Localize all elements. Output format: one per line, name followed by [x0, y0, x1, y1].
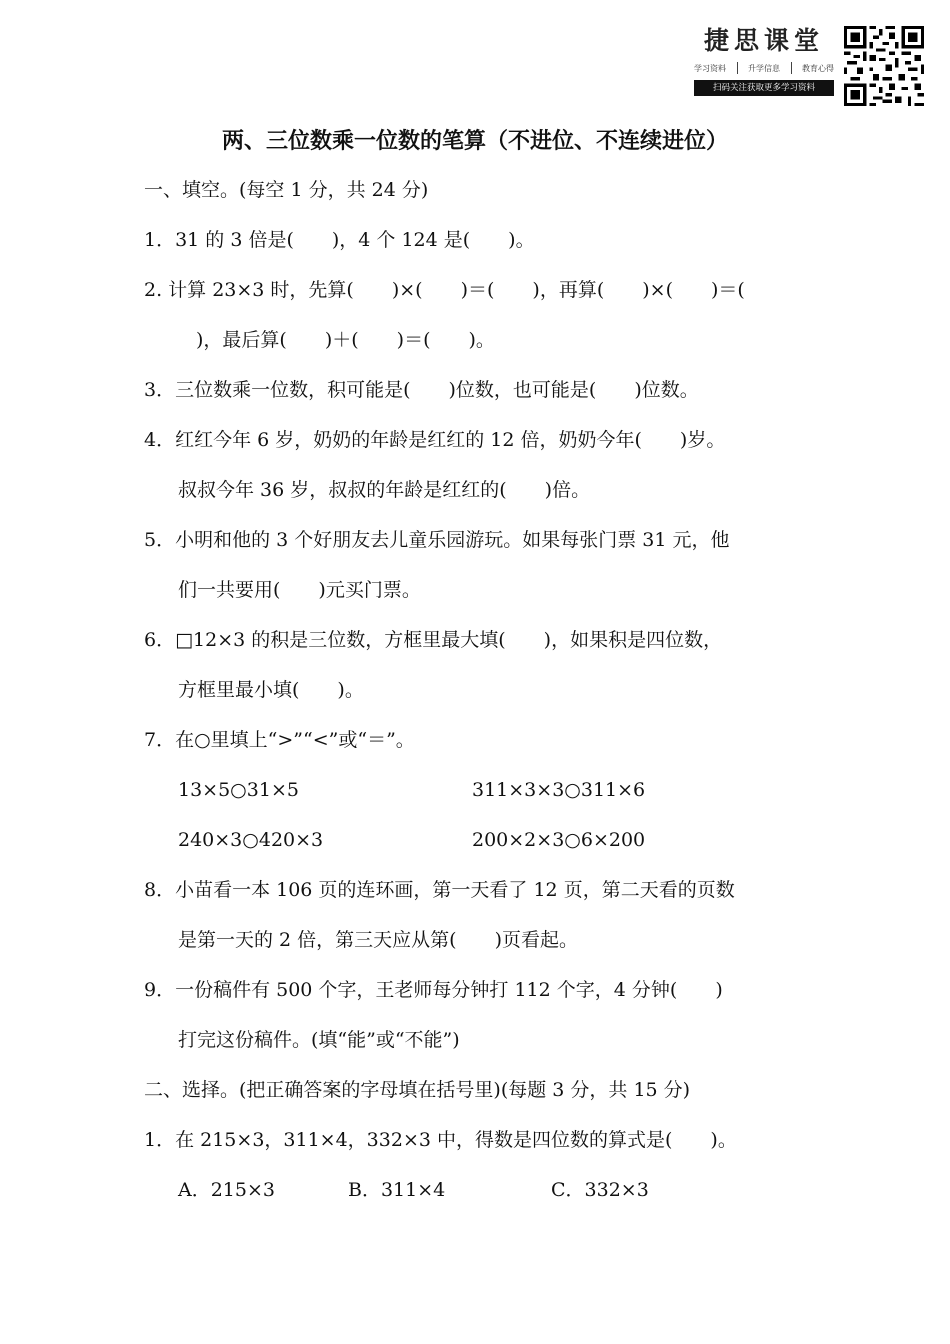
question-9: 9．一份稿件有 500 个字，王老师每分钟打 112 个字，4 分钟( ) [144, 979, 723, 1001]
qr-code-icon [844, 26, 924, 106]
comparison-item: 311×3×3○311×6 [472, 779, 646, 801]
choice-question-1: 1．在 215×3，311×4，332×3 中，得数是四位数的算式是( )。 [144, 1129, 737, 1151]
question-5-continued: 们一共要用( )元买门票。 [178, 579, 421, 601]
question-4: 4．红红今年 6 岁，奶奶的年龄是红红的 12 倍，奶奶今年( )岁。 [144, 429, 726, 451]
question-2-continued: )，最后算( )＋( )＝( )。 [196, 329, 495, 351]
choice-option-a: A．215×3 [178, 1179, 275, 1201]
comparison-item: 13×5○31×5 [178, 779, 299, 801]
tag-divider [791, 62, 792, 74]
question-4-continued: 叔叔今年 36 岁，叔叔的年龄是红红的( )倍。 [178, 479, 591, 501]
choice-option-c: C．332×3 [551, 1179, 649, 1201]
brand-logo: 捷思课堂 [703, 26, 824, 55]
section-heading: 二、选择。(把正确答案的字母填在括号里)(每题 3 分，共 15 分) [144, 1079, 691, 1101]
brand-tags [694, 60, 834, 76]
question-5: 5．小明和他的 3 个好朋友去儿童乐园游玩。如果每张门票 31 元，他 [144, 529, 730, 551]
question-8: 8．小苗看一本 106 页的连环画，第一天看了 12 页，第二天看的页数 [144, 879, 735, 901]
question-1: 1．31 的 3 倍是( )，4 个 124 是( )。 [144, 229, 535, 251]
brand-block [694, 24, 834, 96]
brand-tag: 学习资料 [694, 63, 726, 73]
tag-divider [737, 62, 738, 74]
question-9-continued: 打完这份稿件。(填“能”或“不能”) [178, 1029, 460, 1051]
question-2: 2. 计算 23×3 时，先算( )×( )＝( )，再算( )×( )＝( [144, 279, 745, 301]
question-6: 6．□12×3 的积是三位数，方框里最大填( )，如果积是四位数， [144, 629, 723, 651]
page-title: 两、三位数乘一位数的笔算（不进位、不连续进位） [221, 129, 728, 154]
question-7: 7．在○里填上“>”“<”或“＝”。 [144, 729, 415, 751]
brand-tag: 教育心得 [802, 63, 834, 73]
section-heading: 一、填空。(每空 1 分，共 24 分) [144, 179, 429, 201]
brand-tag: 升学信息 [748, 63, 780, 73]
question-8-continued: 是第一天的 2 倍，第三天应从第( )页看起。 [178, 929, 578, 951]
comparison-item: 240×3○420×3 [178, 829, 324, 851]
question-6-continued: 方框里最小填( )。 [178, 679, 364, 701]
comparison-item: 200×2×3○6×200 [472, 829, 646, 851]
choice-option-b: B．311×4 [348, 1179, 446, 1201]
brand-cta: 扫码关注获取更多学习资料 [694, 80, 834, 96]
question-3: 3．三位数乘一位数，积可能是( )位数，也可能是( )位数。 [144, 379, 699, 401]
